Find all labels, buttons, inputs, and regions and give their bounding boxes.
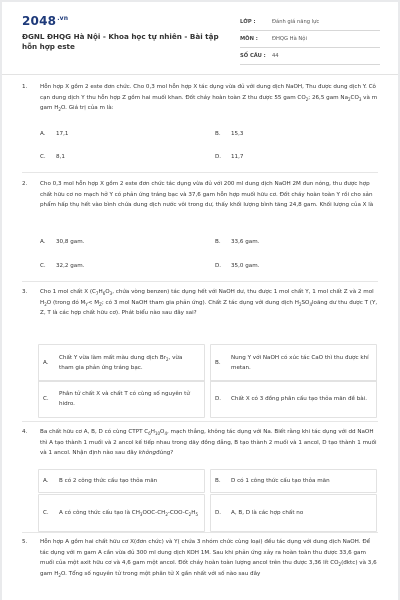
option-b[interactable]: B. 33,6 gam. bbox=[215, 239, 260, 245]
option-c[interactable]: C. 8,1 bbox=[40, 154, 65, 160]
option-a[interactable]: A. B có 2 công thức cấu tạo thỏa mãn bbox=[38, 469, 205, 493]
option-c[interactable]: C. 32,2 gam. bbox=[40, 263, 85, 269]
page-header bbox=[2, 2, 398, 72]
option-d[interactable]: D. A, B, D là các hợp chất no bbox=[210, 494, 377, 532]
question-divider bbox=[22, 421, 378, 422]
question-stem: Cho 0,3 mol hỗn hợp X gồm 2 este đơn chức tác dụng vừa đủ với 200 ml dung dịch NaOH 2M đun nóng, thu được hợp chất hữu cơ no mạch hở Y có phản ứng tráng bạc và 37,6 gam hỗn hợp muối hữu cơ. Đốt cháy hoàn toàn Y rồi cho sản phẩm hấp thụ hết vào bình chứa dung dịch nước vôi trong dư, thấy khối lượng bình tăng 24,8 gam. Khối lượng của X là bbox=[40, 181, 374, 209]
question-number: 1. bbox=[22, 84, 28, 90]
option-b[interactable]: B. Nung Y với NaOH có xúc tác CaO thì thu được khí metan. bbox=[210, 344, 377, 382]
question-divider bbox=[22, 532, 378, 533]
option-d[interactable]: D. 11,7 bbox=[215, 154, 244, 160]
question-stem: Hỗn hợp A gồm hai chất hữu cơ X(đơn chức) và Y( chứa 3 nhóm chức cùng loại) đều tác dụng với dung dịch NaOH. Để tác dụng với m gam A cần vừa đủ 300 ml dung dịch KOH 1M. Sau khi phản ứng xảy ra hoàn toàn thu được 33,6 gam muối của một axit hữu cơ và 4,6 gam một ancol. Đốt cháy hoàn toàn lượng ancol trên thu được 3,36 lít $CO_2(đktc)$ và 3,6 gam $H_2O$. Tổng số nguyên tử trong một phân tử X gần nhất với số nào sau đây bbox=[40, 539, 377, 578]
option-c[interactable]: C. A có công thức cấu tạo là $CH_3OOC-CH_2-COO-C_2H_5$ bbox=[38, 494, 205, 532]
question-stem: Hỗn hợp X gồm 2 este đơn chức. Cho 0,3 mol hỗn hợp X tác dụng vừa đủ với dung dịch NaOH, Thu được dung dịch Y. Cô cạn dung dịch Y thu hỗn hợp Z gồm hai muối khan. Đốt cháy hoàn toàn Z thu được 55 gam $CO_2$; 26,5 gam $Na_2CO_3$ và m gam $H_2O$. Giá trị của m là: bbox=[40, 84, 378, 113]
header-divider bbox=[2, 74, 398, 75]
question-number: 2. bbox=[22, 181, 28, 187]
option-c[interactable]: C. Phân tử chất X và chất T có cùng số nguyên tử hidro. bbox=[38, 380, 205, 418]
site-logo[interactable]: $2048^{.vn}$ bbox=[22, 14, 69, 28]
exam-page bbox=[2, 2, 398, 600]
info-row-question-count: SỐ CÂU : 44 bbox=[240, 48, 380, 65]
option-b[interactable]: B. 15,3 bbox=[215, 131, 244, 137]
option-a[interactable]: A. 17,1 bbox=[40, 131, 69, 137]
question-divider bbox=[22, 281, 378, 282]
question-number: 5. bbox=[22, 539, 28, 545]
document-title: ĐGNL ĐHQG Hà Nội - Khoa học tự nhiên - Bài tập hỗn hợp este bbox=[22, 32, 219, 51]
option-d[interactable]: D. Chất X có 3 đồng phân cấu tạo thỏa mãn đề bài. bbox=[210, 380, 377, 418]
question-stem: Ba chất hữu cơ A, B, D có cùng CTPT $C_6H_{10}O_4$, mạch thẳng, không tác dụng với Na. Biết rằng khi tác dụng với dd NaOH thì A tạo thành 1 muối và 2 ancol kế tiếp nhau trong dãy đồng đẳng, B tạo thành 2 muối và 1 ancol, D tạo thành 1 muối và 1 ancol. Nhận định nào sau đây khôngđúng? bbox=[40, 429, 377, 457]
exam-info-panel bbox=[240, 14, 380, 65]
info-row-class: LỚP : Đánh giá năng lực bbox=[240, 14, 380, 31]
question-number: 4. bbox=[22, 429, 28, 435]
question-divider bbox=[22, 172, 378, 173]
question-number: 3. bbox=[22, 289, 28, 295]
option-d[interactable]: D. 35,0 gam. bbox=[215, 263, 260, 269]
option-b[interactable]: B. D có 1 công thức cấu tạo thỏa mãn bbox=[210, 469, 377, 493]
option-a[interactable]: A. 30,8 gam. bbox=[40, 239, 85, 245]
info-row-subject: MÔN : ĐHQG Hà Nội bbox=[240, 31, 380, 48]
question-stem: Cho 1 mol chất X ($C_7H_6O_3$, chứa vòng benzen) tác dụng hết với NaOH dư, thu được 1 mol chất Y, 1 mol chất Z và 2 mol $H_2O$ (trong đó $M_Y< M_Z$; có 3 mol NaOH tham gia phản ứng). Chất Z tác dụng với dung dịch $H_2SO_4loãng$ dư thu được T (Y, Z, T là các hợp chất hữu cơ). Phát biểu nào sau đây sai? bbox=[40, 289, 378, 317]
option-a[interactable]: A. Chất Y vừa làm mất màu dung dịch $Br_2$, vừa tham gia phản ứng tráng bạc. bbox=[38, 344, 205, 382]
